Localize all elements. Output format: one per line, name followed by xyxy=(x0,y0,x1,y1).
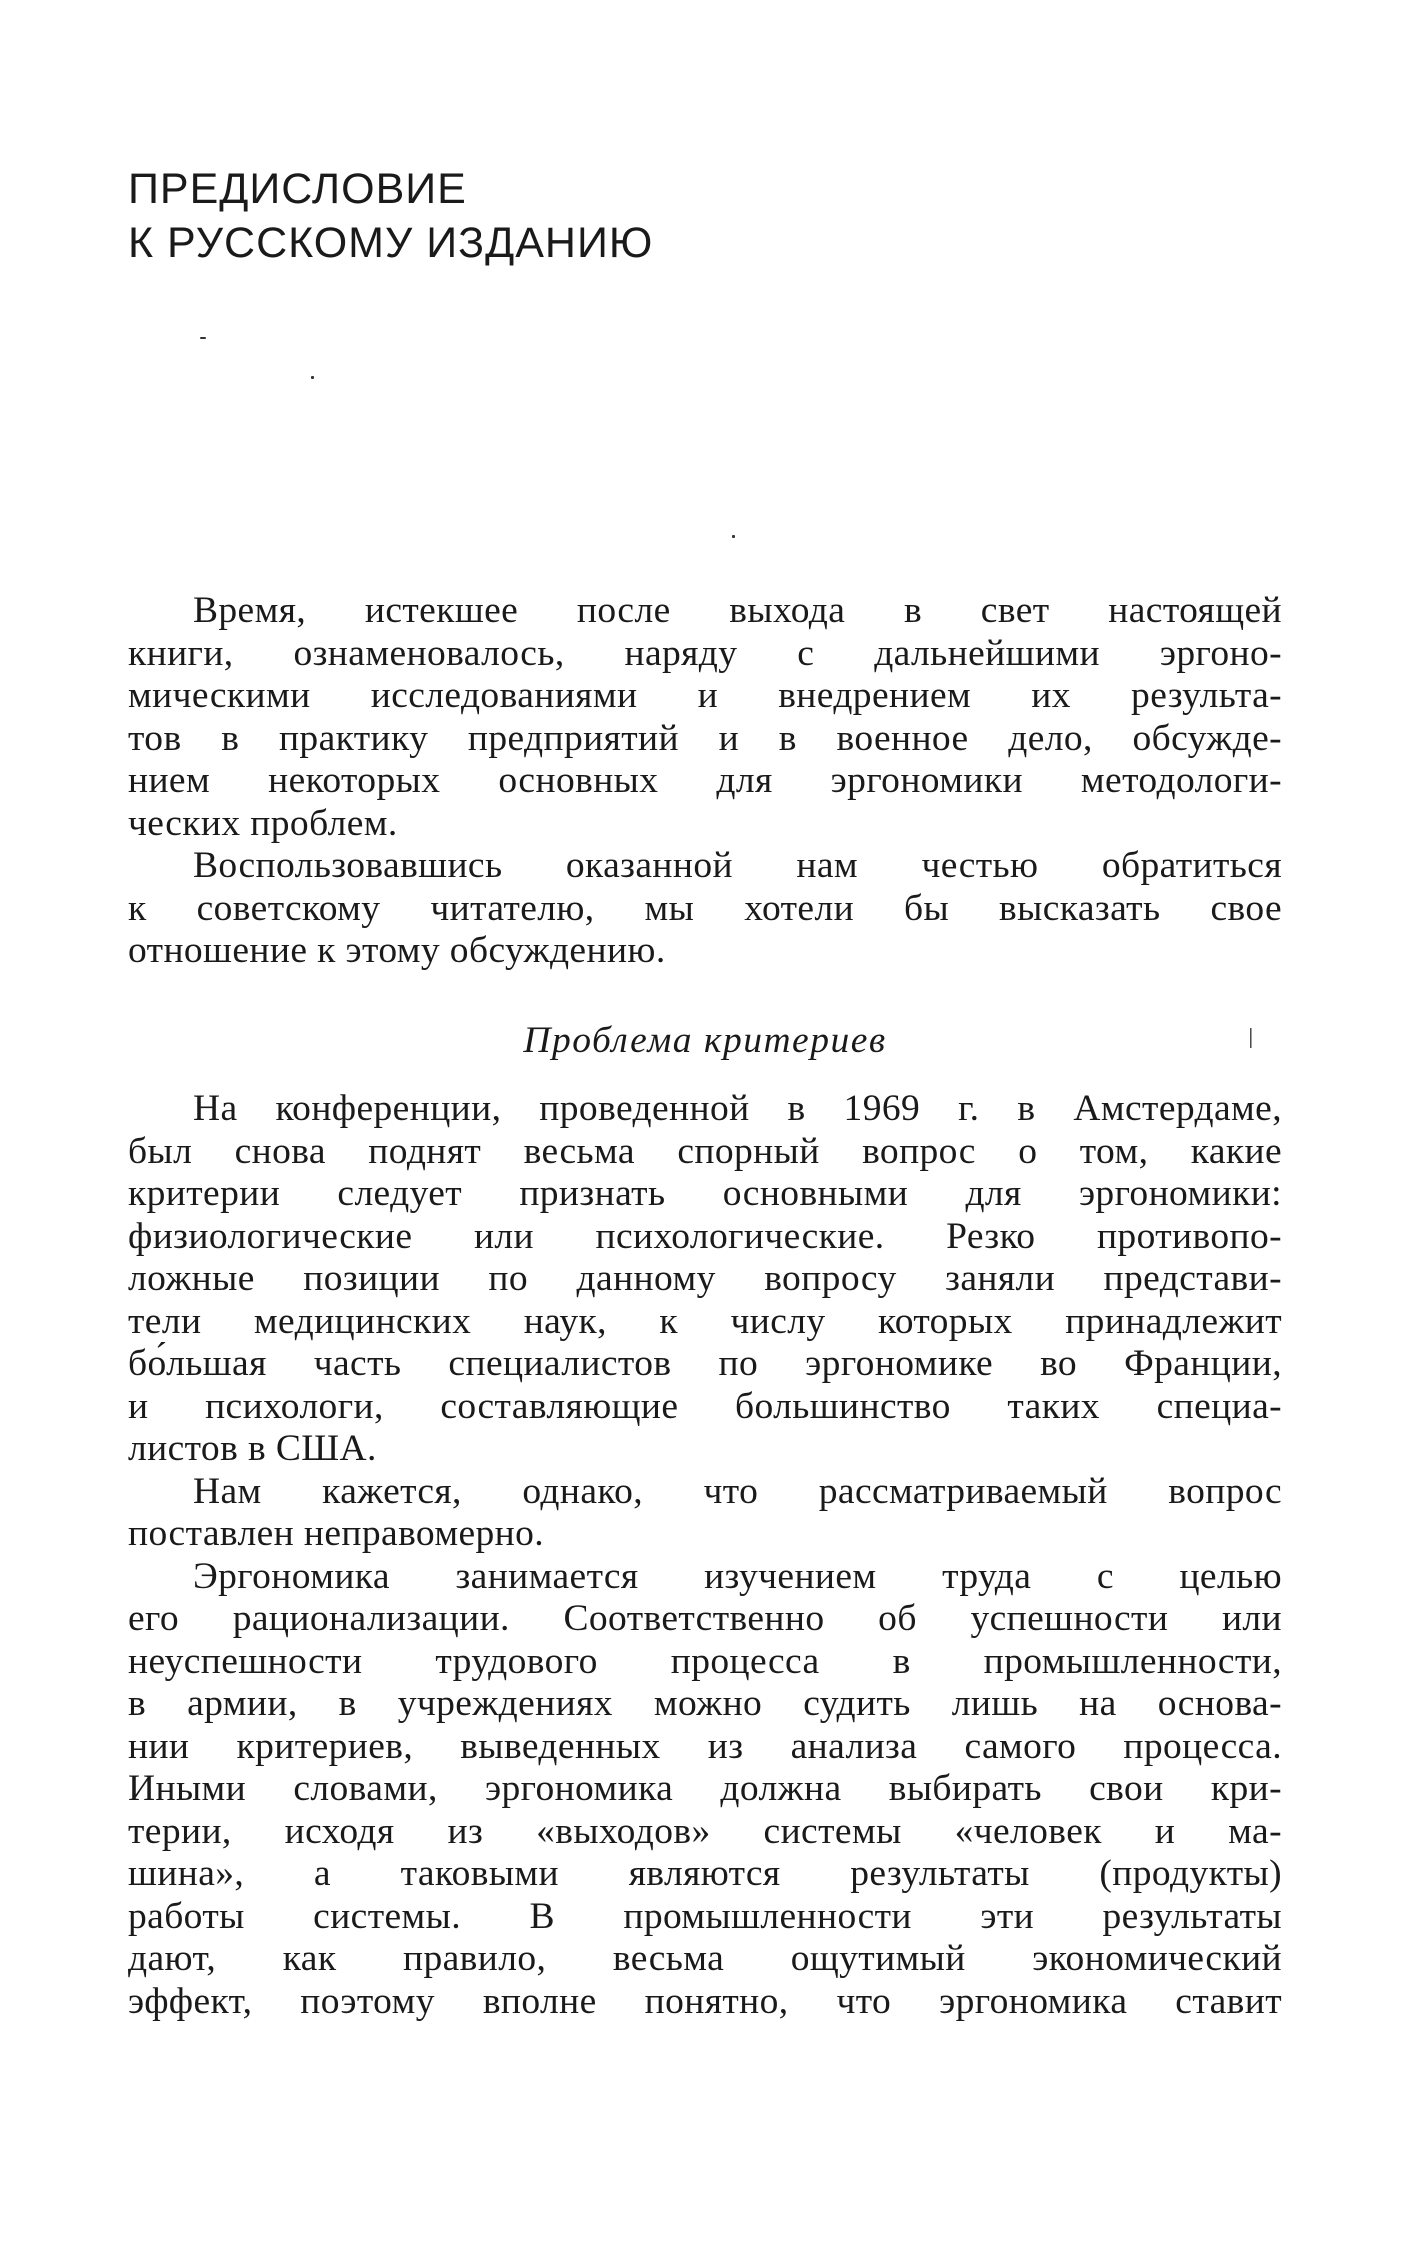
paragraph xyxy=(128,590,1282,845)
text-line: эффект, поэтому вполне понятно, что эргономика ставит xyxy=(128,1980,1282,2022)
text-line: был снова поднят весьма спорный вопрос о том, какие xyxy=(128,1130,1282,1172)
text-line: книги, ознаменовалось, наряду с дальнейшими эргоно- xyxy=(128,632,1282,674)
text-line: Время, истекшее после выхода в свет настоящей xyxy=(193,590,1282,631)
section-subheading: Проблема критериев xyxy=(523,1020,887,1061)
text-line: нии критериев, выведенных из анализа самого процесса. xyxy=(128,1725,1282,1767)
chapter-title-line: ПРЕДИСЛОВИЕ xyxy=(128,165,467,213)
text-line: Эргономика занимается изучением труда с целью xyxy=(193,1555,1282,1597)
text-line: неуспешности трудового процесса в промышленности, xyxy=(128,1640,1282,1682)
body-text-bottom xyxy=(128,1088,1282,2023)
text-line: ложные позиции по данному вопросу заняли представи- xyxy=(128,1258,1282,1299)
text-line: Воспользовавшись оказанной нам честью обратиться xyxy=(193,845,1282,886)
print-speck xyxy=(311,376,314,379)
text-line: и психологи, составляющие большинство таких специа- xyxy=(128,1385,1282,1427)
body-text-top xyxy=(128,590,1282,973)
text-line: На конференции, проведенной в 1969 г. в Амстердаме, xyxy=(193,1088,1282,1129)
print-speck xyxy=(732,535,735,538)
text-line: тели медицинских наук, к числу которых принадлежит xyxy=(128,1300,1282,1342)
text-line: мическими исследованиями и внедрением их результа- xyxy=(128,675,1282,716)
margin-mark: ǀ xyxy=(1248,1024,1254,1055)
text-line: Нам кажется, однако, что рассматриваемый вопрос xyxy=(193,1470,1282,1512)
text-line: бо́льшая часть специалистов по эргономике во Франции, xyxy=(128,1343,1282,1384)
chapter-title xyxy=(128,162,653,270)
chapter-title-line: К РУССКОМУ ИЗДАНИЮ xyxy=(128,219,654,267)
text-line: шина», а таковыми являются результаты (продукты) xyxy=(128,1853,1282,1894)
paragraph xyxy=(128,1088,1282,1471)
text-line: к советскому читателю, мы хотели бы высказать свое xyxy=(128,887,1282,929)
text-line: тов в практику предприятий и в военное дело, обсужде- xyxy=(128,717,1282,759)
paragraph xyxy=(128,845,1282,973)
text-line: Иными словами, эргономика должна выбирать свои кри- xyxy=(128,1768,1282,1809)
text-line: ческих проблем. xyxy=(128,802,398,844)
text-line: физиологические или психологические. Резко противопо- xyxy=(128,1215,1282,1257)
text-line: дают, как правило, весьма ощутимый экономический xyxy=(128,1938,1282,1979)
text-line: его рационализации. Соответственно об успешности или xyxy=(128,1598,1282,1639)
text-line: отношение к этому обсуждению. xyxy=(128,930,666,971)
print-speck xyxy=(200,337,206,339)
text-line: терии, исходя из «выходов» системы «человек и ма- xyxy=(128,1810,1282,1852)
paragraph xyxy=(128,1471,1282,1556)
text-line: нием некоторых основных для эргономики методологи- xyxy=(128,760,1282,801)
paragraph xyxy=(128,1556,1282,2024)
text-line: критерии следует признать основными для эргономики: xyxy=(128,1173,1282,1214)
text-line: листов в США. xyxy=(128,1428,377,1469)
text-line: работы системы. В промышленности эти результаты xyxy=(128,1895,1282,1937)
text-line: в армии, в учреждениях можно судить лишь на основа- xyxy=(128,1683,1282,1724)
text-line: поставлен неправомерно. xyxy=(128,1513,545,1554)
